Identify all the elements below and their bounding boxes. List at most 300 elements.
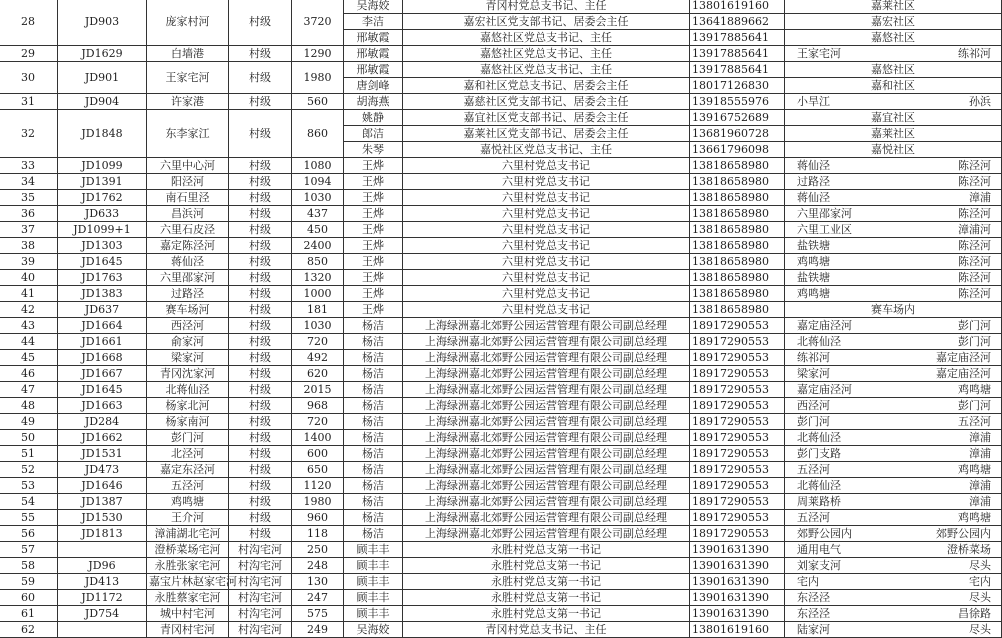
row-number: 31: [0, 94, 58, 110]
river-level: 村级: [229, 526, 292, 542]
river-length: 1980: [292, 62, 344, 94]
chief-phone: 13818658980: [690, 238, 785, 254]
river-name: 杨家北河: [147, 398, 229, 414]
chief-name: 顾丰丰: [344, 574, 403, 590]
chief-title: 上海绿洲嘉北郊野公园运营管理有限公司副总经理: [403, 382, 690, 398]
river-level: 村沟宅河: [229, 558, 292, 574]
river-length: 2015: [292, 382, 344, 398]
river-name: 北蒋仙泾: [147, 382, 229, 398]
chief-title: 六里村党总支书记: [403, 254, 690, 270]
chief-phone: 18917290553: [690, 334, 785, 350]
row-number: 44: [0, 334, 58, 350]
chief-title: 六里村党总支书记: [403, 206, 690, 222]
chief-title: 嘉莱社区党支部书记、居委会主任: [403, 126, 690, 142]
river-level: 村级: [229, 318, 292, 334]
river-level: 村级: [229, 414, 292, 430]
river-name: 俞家河: [147, 334, 229, 350]
river-level: 村级: [229, 462, 292, 478]
river-code: JD1172: [58, 590, 147, 606]
river-code: JD96: [58, 558, 147, 574]
chief-phone: 13901631390: [690, 558, 785, 574]
river-name: 许家港: [147, 94, 229, 110]
chief-phone: 13916752689: [690, 110, 785, 126]
row-number: 35: [0, 190, 58, 206]
chief-title: 上海绿洲嘉北郊野公园运营管理有限公司副总经理: [403, 494, 690, 510]
river-length: 1290: [292, 46, 344, 62]
river-level: 村沟宅河: [229, 542, 292, 558]
chief-phone: 18917290553: [690, 462, 785, 478]
river-name: 永胜张家宅河: [147, 558, 229, 574]
river-length: 600: [292, 446, 344, 462]
chief-title: 嘉悠社区党总支书记、主任: [403, 46, 690, 62]
section-end: 宅内: [969, 575, 991, 588]
chief-title: 上海绿洲嘉北郊野公园运营管理有限公司副总经理: [403, 318, 690, 334]
chief-title: 六里村党总支书记: [403, 158, 690, 174]
river-name: 过路泾: [147, 286, 229, 302]
river-name: 东李家江: [147, 110, 229, 158]
river-length: 492: [292, 350, 344, 366]
river-length: 1000: [292, 286, 344, 302]
section-end: 漳浦: [969, 479, 991, 492]
river-level: 村级: [229, 366, 292, 382]
river-name: 六里中心河: [147, 158, 229, 174]
chief-title: 六里村党总支书记: [403, 286, 690, 302]
table-row: [0, 238, 1002, 254]
section-start: 郊野公园内: [797, 527, 852, 540]
chief-title: 永胜村党总支第一书记: [403, 606, 690, 622]
row-number: 47: [0, 382, 58, 398]
chief-title: 六里村党总支书记: [403, 270, 690, 286]
chief-phone: 18917290553: [690, 446, 785, 462]
section-start: 周莱路桥: [797, 495, 841, 508]
section-end: 嘉定庙泾河: [936, 351, 991, 364]
river-name: 嘉宝片林赵家宅河: [147, 574, 229, 590]
river-name: 北泾河: [147, 446, 229, 462]
chief-name: 邢敏霞: [344, 62, 403, 78]
chief-name: 杨洁: [344, 478, 403, 494]
river-level: 村级: [229, 110, 292, 158]
chief-phone: 13818658980: [690, 206, 785, 222]
section-start: 鸡鸣塘: [797, 255, 830, 268]
row-number: 56: [0, 526, 58, 542]
river-name: 梁家河: [147, 350, 229, 366]
river-level: 村级: [229, 206, 292, 222]
river-code: JD1303: [58, 238, 147, 254]
river-code: JD901: [58, 62, 147, 94]
section-range: [785, 350, 1002, 366]
chief-name: 王烨: [344, 254, 403, 270]
section-area: 嘉莱社区: [785, 0, 1002, 14]
river-length: 850: [292, 254, 344, 270]
chief-title: 上海绿洲嘉北郊野公园运营管理有限公司副总经理: [403, 414, 690, 430]
chief-name: 王烨: [344, 174, 403, 190]
river-length: 250: [292, 542, 344, 558]
river-length: 181: [292, 302, 344, 318]
river-name: 嘉定东泾河: [147, 462, 229, 478]
chief-title: 六里村党总支书记: [403, 190, 690, 206]
chief-title: 嘉宜社区党支部书记、居委会主任: [403, 110, 690, 126]
chief-title: 嘉慈社区党支部书记、居委会主任: [403, 94, 690, 110]
river-name: 鸡鸣塘: [147, 494, 229, 510]
chief-phone: 13917885641: [690, 46, 785, 62]
river-code: JD1848: [58, 110, 147, 158]
section-end: 鸡鸣塘: [958, 463, 991, 476]
river-length: 1120: [292, 478, 344, 494]
chief-name: 杨洁: [344, 318, 403, 334]
section-range: [785, 318, 1002, 334]
river-length: 248: [292, 558, 344, 574]
row-number: 41: [0, 286, 58, 302]
table-row: [0, 0, 1002, 14]
river-level: 村级: [229, 494, 292, 510]
chief-phone: 18917290553: [690, 526, 785, 542]
river-name: 赛车场河: [147, 302, 229, 318]
row-number: 39: [0, 254, 58, 270]
row-number: 55: [0, 510, 58, 526]
row-number: 59: [0, 574, 58, 590]
chief-name: 朱琴: [344, 142, 403, 158]
river-code: [58, 622, 147, 638]
table-row: [0, 94, 1002, 110]
river-code: JD1383: [58, 286, 147, 302]
river-level: 村级: [229, 286, 292, 302]
section-end: 漳浦: [969, 495, 991, 508]
river-code: JD1762: [58, 190, 147, 206]
section-start: 鸡鸣塘: [797, 287, 830, 300]
table-row: [0, 510, 1002, 526]
section-start: 小旱江: [797, 95, 830, 108]
chief-name: 杨洁: [344, 446, 403, 462]
chief-title: 六里村党总支书记: [403, 174, 690, 190]
river-code: JD1667: [58, 366, 147, 382]
chief-title: 六里村党总支书记: [403, 238, 690, 254]
table-row: [0, 382, 1002, 398]
chief-title: 上海绿洲嘉北郊野公园运营管理有限公司副总经理: [403, 366, 690, 382]
river-code: JD284: [58, 414, 147, 430]
chief-name: 王烨: [344, 190, 403, 206]
chief-name: 杨洁: [344, 382, 403, 398]
chief-phone: 18917290553: [690, 494, 785, 510]
section-range: [785, 270, 1002, 286]
section-start: 东泾泾: [797, 591, 830, 604]
river-length: 2400: [292, 238, 344, 254]
section-end: 尽头: [969, 559, 991, 572]
chief-phone: 13901631390: [690, 606, 785, 622]
chief-name: 杨洁: [344, 414, 403, 430]
river-name: 阳泾河: [147, 174, 229, 190]
chief-title: 青冈村党总支书记、主任: [403, 622, 690, 638]
section-end: 郊野公园内: [936, 527, 991, 540]
section-start: 盐铁塘: [797, 239, 830, 252]
river-level: 村级: [229, 254, 292, 270]
section-start: 东泾泾: [797, 607, 830, 620]
chief-name: 杨洁: [344, 510, 403, 526]
section-start: 过路泾: [797, 175, 830, 188]
chief-title: 六里村党总支书记: [403, 222, 690, 238]
chief-name: 姚静: [344, 110, 403, 126]
section-area: 嘉宜社区: [785, 110, 1002, 126]
table-row: [0, 574, 1002, 590]
river-length: 960: [292, 510, 344, 526]
river-level: 村级: [229, 430, 292, 446]
river-level: 村级: [229, 174, 292, 190]
row-number: 57: [0, 542, 58, 558]
chief-phone: 18917290553: [690, 382, 785, 398]
section-end: 陈泾河: [958, 159, 991, 172]
river-code: JD1645: [58, 382, 147, 398]
river-level: 村级: [229, 190, 292, 206]
river-code: JD1664: [58, 318, 147, 334]
chief-title: 上海绿洲嘉北郊野公园运营管理有限公司副总经理: [403, 478, 690, 494]
chief-phone: 18917290553: [690, 350, 785, 366]
row-number: 60: [0, 590, 58, 606]
river-level: 村级: [229, 398, 292, 414]
section-range: [785, 478, 1002, 494]
row-number: 61: [0, 606, 58, 622]
section-start: 练祁河: [797, 351, 830, 364]
chief-phone: 13901631390: [690, 590, 785, 606]
row-number: 37: [0, 222, 58, 238]
section-start: 五泾河: [797, 511, 830, 524]
river-code: JD754: [58, 606, 147, 622]
section-area: 嘉莱社区: [785, 126, 1002, 142]
chief-name: 杨洁: [344, 430, 403, 446]
chief-title: 上海绿洲嘉北郊野公园运营管理有限公司副总经理: [403, 446, 690, 462]
chief-phone: 13918555976: [690, 94, 785, 110]
river-level: 村级: [229, 334, 292, 350]
row-number: 46: [0, 366, 58, 382]
river-name: 嘉定陈泾河: [147, 238, 229, 254]
section-start: 宅内: [797, 575, 819, 588]
chief-phone: 13661796098: [690, 142, 785, 158]
row-number: 30: [0, 62, 58, 94]
section-end: 昌徐路: [958, 607, 991, 620]
river-level: 村级: [229, 46, 292, 62]
river-name: 王介河: [147, 510, 229, 526]
section-area: 嘉悠社区: [785, 30, 1002, 46]
chief-phone: 18917290553: [690, 510, 785, 526]
table-row: [0, 414, 1002, 430]
river-code: JD637: [58, 302, 147, 318]
section-end: 漳浦: [969, 447, 991, 460]
section-start: 嘉定庙泾河: [797, 383, 852, 396]
river-level: 村级: [229, 350, 292, 366]
row-number: 51: [0, 446, 58, 462]
chief-phone: 13801619160: [690, 622, 785, 638]
section-range: [785, 366, 1002, 382]
section-end: 练祁河: [958, 47, 991, 60]
section-range: [785, 574, 1002, 590]
section-start: 北蒋仙泾: [797, 479, 841, 492]
table-row: [0, 302, 1002, 318]
river-length: 1030: [292, 318, 344, 334]
section-start: 五泾河: [797, 463, 830, 476]
table-row: [0, 174, 1002, 190]
chief-name: 胡海燕: [344, 94, 403, 110]
river-level: 村沟宅河: [229, 590, 292, 606]
river-length: 249: [292, 622, 344, 638]
section-range: [785, 46, 1002, 62]
section-start: 西泾河: [797, 399, 830, 412]
river-name: 六里石皮泾: [147, 222, 229, 238]
section-range: [785, 542, 1002, 558]
chief-title: 嘉宏社区党支部书记、居委会主任: [403, 14, 690, 30]
section-range: [785, 398, 1002, 414]
chief-name: 杨洁: [344, 350, 403, 366]
chief-name: 顾丰丰: [344, 558, 403, 574]
section-end: 嘉定庙泾河: [936, 367, 991, 380]
river-code: JD1813: [58, 526, 147, 542]
row-number: 48: [0, 398, 58, 414]
table-row: [0, 318, 1002, 334]
chief-title: 永胜村党总支第一书记: [403, 590, 690, 606]
river-level: 村沟宅河: [229, 606, 292, 622]
row-number: 33: [0, 158, 58, 174]
row-number: 49: [0, 414, 58, 430]
section-area: 嘉悠社区: [785, 62, 1002, 78]
table-row: [0, 446, 1002, 462]
table-row: [0, 350, 1002, 366]
river-length: 720: [292, 414, 344, 430]
river-code: JD1531: [58, 446, 147, 462]
section-end: 漳浦: [969, 431, 991, 444]
chief-title: 嘉悦社区党总支书记、主任: [403, 142, 690, 158]
section-range: [785, 446, 1002, 462]
section-end: 陈泾河: [958, 255, 991, 268]
section-range: [785, 526, 1002, 542]
section-start: 盐铁塘: [797, 271, 830, 284]
section-range: [785, 206, 1002, 222]
chief-title: 永胜村党总支第一书记: [403, 558, 690, 574]
section-end: 鸡鸣塘: [958, 383, 991, 396]
river-code: JD633: [58, 206, 147, 222]
section-start: 北蒋仙泾: [797, 335, 841, 348]
section-range: [785, 590, 1002, 606]
table-row: [0, 46, 1002, 62]
chief-title: 嘉和社区党总支书记、居委会主任: [403, 78, 690, 94]
table-row: [0, 206, 1002, 222]
river-name: 永胜蔡家宅河: [147, 590, 229, 606]
river-length: 1400: [292, 430, 344, 446]
chief-phone: 13641889662: [690, 14, 785, 30]
river-name: 王家宅河: [147, 62, 229, 94]
table-row: [0, 334, 1002, 350]
river-name: 西泾河: [147, 318, 229, 334]
river-length: 560: [292, 94, 344, 110]
section-start: 陆家河: [797, 623, 830, 636]
row-number: 54: [0, 494, 58, 510]
section-end: 孙浜: [969, 95, 991, 108]
chief-title: 上海绿洲嘉北郊野公园运营管理有限公司副总经理: [403, 334, 690, 350]
section-end: 漳浦: [969, 191, 991, 204]
river-code: JD1645: [58, 254, 147, 270]
chief-title: 嘉悠社区党总支书记、主任: [403, 62, 690, 78]
row-number: 28: [0, 0, 58, 46]
river-name: 五泾河: [147, 478, 229, 494]
section-end: 彭门河: [958, 335, 991, 348]
section-area: 赛车场内: [785, 302, 1002, 318]
chief-phone: 13818658980: [690, 222, 785, 238]
river-code: JD903: [58, 0, 147, 46]
river-code: JD1668: [58, 350, 147, 366]
section-start: 通用电气: [797, 543, 841, 556]
section-range: [785, 558, 1002, 574]
section-range: [785, 462, 1002, 478]
river-length: 437: [292, 206, 344, 222]
chief-phone: 13818658980: [690, 174, 785, 190]
river-name: 白墙港: [147, 46, 229, 62]
river-level: 村级: [229, 478, 292, 494]
river-code: [58, 542, 147, 558]
chief-phone: 18917290553: [690, 398, 785, 414]
chief-phone: 18917290553: [690, 414, 785, 430]
chief-name: 顾丰丰: [344, 590, 403, 606]
river-level: 村级: [229, 62, 292, 94]
row-number: 34: [0, 174, 58, 190]
section-end: 彭门河: [958, 399, 991, 412]
table-row: [0, 606, 1002, 622]
section-range: [785, 606, 1002, 622]
river-level: 村级: [229, 270, 292, 286]
table-row: [0, 190, 1002, 206]
section-range: [785, 510, 1002, 526]
section-range: [785, 174, 1002, 190]
chief-title: 六里村党总支书记: [403, 302, 690, 318]
chief-phone: 18917290553: [690, 430, 785, 446]
row-number: 50: [0, 430, 58, 446]
river-code: JD904: [58, 94, 147, 110]
chief-phone: 13818658980: [690, 270, 785, 286]
river-length: 968: [292, 398, 344, 414]
river-code: JD1391: [58, 174, 147, 190]
chief-name: 杨洁: [344, 334, 403, 350]
section-range: [785, 158, 1002, 174]
row-number: 40: [0, 270, 58, 286]
river-length: 1080: [292, 158, 344, 174]
river-code: JD1099+1: [58, 222, 147, 238]
section-start: 北蒋仙泾: [797, 431, 841, 444]
river-length: 620: [292, 366, 344, 382]
section-range: [785, 414, 1002, 430]
section-range: [785, 622, 1002, 638]
section-end: 陈泾河: [958, 271, 991, 284]
river-code: JD1763: [58, 270, 147, 286]
table-row: [0, 222, 1002, 238]
row-number: 53: [0, 478, 58, 494]
chief-phone: 13818658980: [690, 190, 785, 206]
chief-name: 杨洁: [344, 526, 403, 542]
chief-name: 邢敏霞: [344, 46, 403, 62]
chief-title: 永胜村党总支第一书记: [403, 574, 690, 590]
chief-phone: 13818658980: [690, 286, 785, 302]
section-end: 五泾河: [958, 415, 991, 428]
river-level: 村沟宅河: [229, 622, 292, 638]
table-row: [0, 478, 1002, 494]
chief-phone: 18917290553: [690, 366, 785, 382]
table-row: [0, 494, 1002, 510]
row-number: 38: [0, 238, 58, 254]
river-name: 蒋仙泾: [147, 254, 229, 270]
chief-name: 杨洁: [344, 366, 403, 382]
river-code: JD1662: [58, 430, 147, 446]
chief-phone: 18017126830: [690, 78, 785, 94]
table-row: [0, 158, 1002, 174]
row-number: 42: [0, 302, 58, 318]
river-level: 村级: [229, 510, 292, 526]
river-length: 575: [292, 606, 344, 622]
section-end: 尽头: [969, 591, 991, 604]
chief-phone: 13818658980: [690, 158, 785, 174]
